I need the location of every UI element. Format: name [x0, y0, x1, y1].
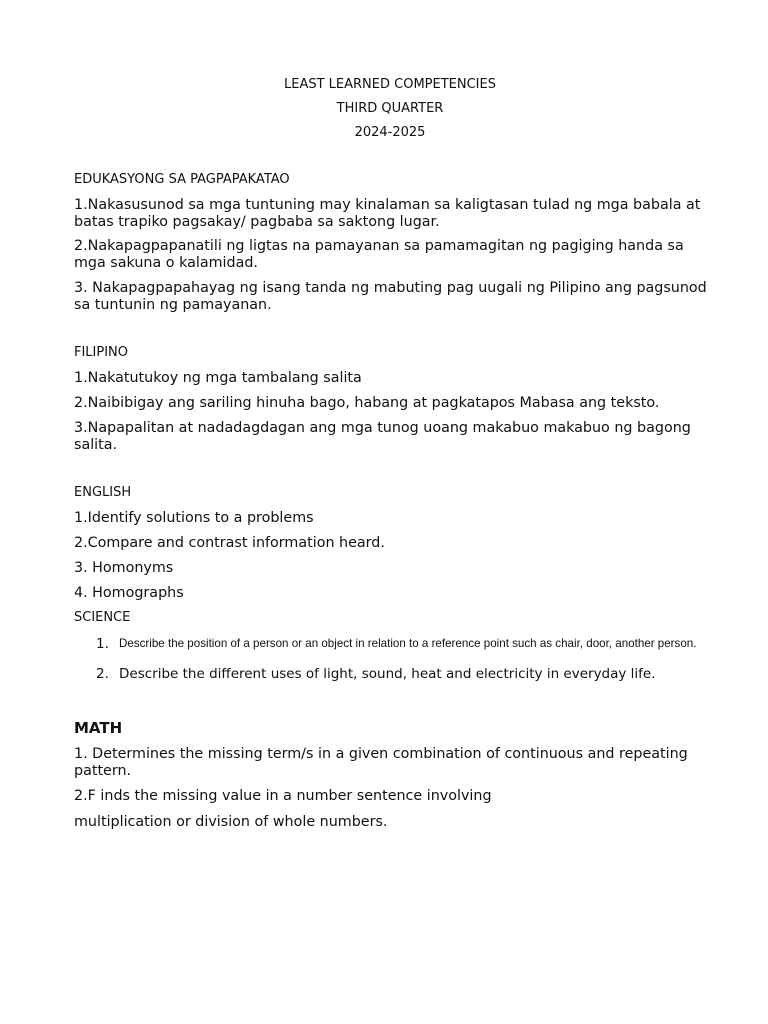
math-item-2: 2.F inds the missing value in a number sentence involving: [74, 788, 492, 804]
filipino-item-2: 2.Naibibigay ang sariling hinuha bago, habang at pagkatapos Mabasa ang teksto.: [74, 395, 660, 411]
english-item-3: 3. Homonyms: [74, 560, 174, 576]
list-number: 1.: [96, 636, 109, 652]
english-item-4: 4. Homographs: [74, 585, 184, 601]
math-item-1: 1. Determines the missing term/s in a given combination of continuous and repeating pattern.: [74, 746, 688, 779]
math-heading: MATH: [74, 719, 123, 737]
esp-item-3: 3. Nakapagpapahayag ng isang tanda ng mabuting pag uugali ng Pilipino ang pagsunod sa tuntunin ng pamayanan.: [74, 280, 707, 313]
esp-item-1: 1.Nakasusunod sa mga tuntuning may kinalaman sa kaligtasan tulad ng mga babala at batas trapiko pagsakay/ pagbaba sa saktong lugar.: [74, 197, 701, 230]
english-item-1: 1.Identify solutions to a problems: [74, 510, 314, 526]
filipino-item-1: 1.Nakatutukoy ng mga tambalang salita: [74, 370, 362, 386]
school-year: 2024-2025: [354, 125, 426, 140]
quarter-label: THIRD QUARTER: [336, 101, 444, 116]
filipino-item-3: 3.Napapalitan at nadadagdagan ang mga tunog uoang makabuo makabuo ng bagong salita.: [74, 420, 691, 453]
science-item-text: Describe the different uses of light, sound, heat and electricity in everyday life.: [119, 666, 656, 682]
esp-item-2: 2.Nakapagpapanatili ng ligtas na pamayanan sa pamamagitan ng pagiging handa sa mga sakuna o kalamidad.: [74, 238, 684, 271]
math-item-2-continued: multiplication or division of whole numbers.: [74, 814, 388, 830]
science-item-text: Describe the position of a person or an object in relation to a reference point such as chair, door, another person.: [119, 637, 697, 650]
filipino-heading: FILIPINO: [74, 345, 129, 360]
english-heading: ENGLISH: [74, 485, 132, 500]
esp-heading: EDUKASYONG SA PAGPAPAKATAO: [74, 172, 290, 187]
science-heading: SCIENCE: [74, 610, 131, 625]
document-title: LEAST LEARNED COMPETENCIES: [284, 77, 496, 92]
list-number: 2.: [96, 666, 109, 682]
english-item-2: 2.Compare and contrast information heard.: [74, 535, 385, 551]
